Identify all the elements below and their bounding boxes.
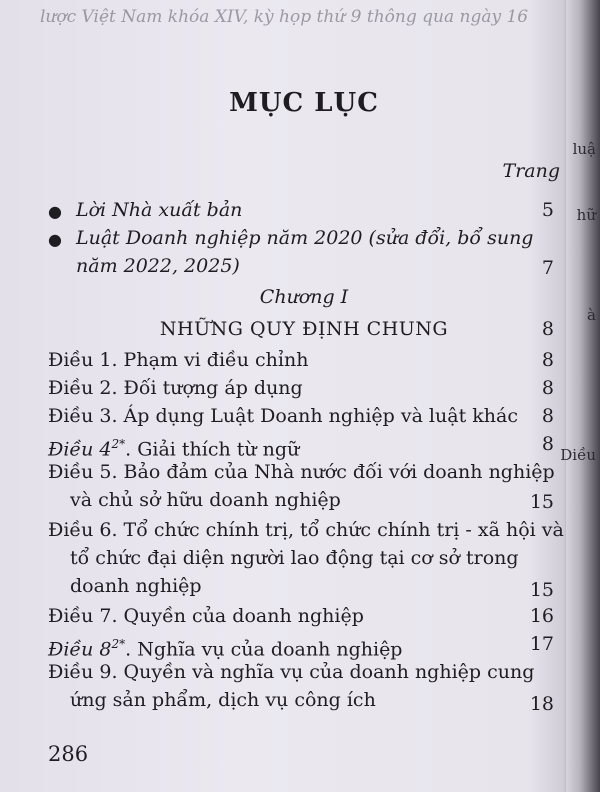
toc-page-number: 17 xyxy=(529,633,554,655)
toc-entry-text: Điều 3. Áp dụng Luật Doanh nghiệp và luật khác xyxy=(48,405,518,427)
bullet-icon: ● xyxy=(48,202,62,221)
chapter-label: Chương I xyxy=(259,286,349,308)
toc-entry-line: Điều 9. Quyền và nghĩa vụ của doanh nghiệp cung xyxy=(48,661,535,683)
toc-entry-title: . Nghĩa vụ của doanh nghiệp xyxy=(125,638,403,661)
facing-page-fragment: hữ xyxy=(576,206,596,224)
toc-page-number: 8 xyxy=(541,318,554,340)
footnote-marker: 2* xyxy=(111,437,126,451)
page-folio-number: 286 xyxy=(48,742,89,766)
toc-entry-line: Điều 6. Tổ chức chính trị, tổ chức chính trị - xã hội và xyxy=(48,519,564,541)
toc-page-number: 7 xyxy=(541,257,554,279)
toc-page-number: 15 xyxy=(529,491,554,513)
toc-page-number: 5 xyxy=(541,199,554,221)
chapter-title: NHỮNG QUY ĐỊNH CHUNG xyxy=(159,318,449,340)
toc-entry-line: ứng sản phẩm, dịch vụ công ích xyxy=(70,689,376,711)
show-through-running-head: lược Việt Nam khóa XIV, kỳ họp thứ 9 thông qua ngày 16 xyxy=(40,7,529,27)
page-title: MỤC LỤC xyxy=(229,88,379,118)
toc-entry-text: Điều 2. Đối tượng áp dụng xyxy=(48,377,303,399)
toc-page-number: 8 xyxy=(541,349,554,371)
toc-page-number: 8 xyxy=(541,405,554,427)
toc-entry-label: Điều 4 xyxy=(48,438,112,461)
toc-entry-text: Lời Nhà xuất bản xyxy=(76,199,243,221)
toc-entry-text: Điều 1. Phạm vi điều chỉnh xyxy=(48,349,309,371)
toc-entry-label: Điều 8 xyxy=(48,638,112,661)
toc-page-number: 8 xyxy=(541,433,554,455)
toc-page-number: 8 xyxy=(541,377,554,399)
bullet-icon: ● xyxy=(48,230,62,249)
toc-entry[interactable] xyxy=(48,516,564,601)
toc-page-number: 16 xyxy=(529,605,554,627)
toc-page-number: 15 xyxy=(529,579,554,601)
toc-entry[interactable] xyxy=(48,658,560,714)
toc-entry-text: Điều 7. Quyền của doanh nghiệp xyxy=(48,605,364,627)
toc-entry-title: . Giải thích từ ngữ xyxy=(125,438,300,461)
toc-entry-line: và chủ sở hữu doanh nghiệp xyxy=(70,489,341,511)
toc-entry-line: Điều 5. Bảo đảm của Nhà nước đối với doanh nghiệp xyxy=(48,461,555,483)
toc-front-matter-item[interactable] xyxy=(48,224,560,280)
toc-entry-line: Luật Doanh nghiệp năm 2020 (sửa đổi, bổ sung xyxy=(76,227,534,249)
facing-page-fragment: luậ xyxy=(572,140,596,158)
facing-page-fragment: à xyxy=(587,306,596,324)
page-column-label: Trang xyxy=(502,160,560,182)
facing-page-fragment: Diều xyxy=(560,446,596,464)
toc-entry-line: doanh nghiệp xyxy=(70,575,202,597)
toc-entry[interactable] xyxy=(48,458,560,514)
toc-entry-line: năm 2022, 2025) xyxy=(76,255,240,277)
toc-entry-line: tổ chức đại diện người lao động tại cơ sở trong xyxy=(70,547,519,569)
toc-page-number: 18 xyxy=(529,693,554,715)
footnote-marker: 2* xyxy=(111,637,126,651)
facing-page-edge xyxy=(560,0,600,792)
